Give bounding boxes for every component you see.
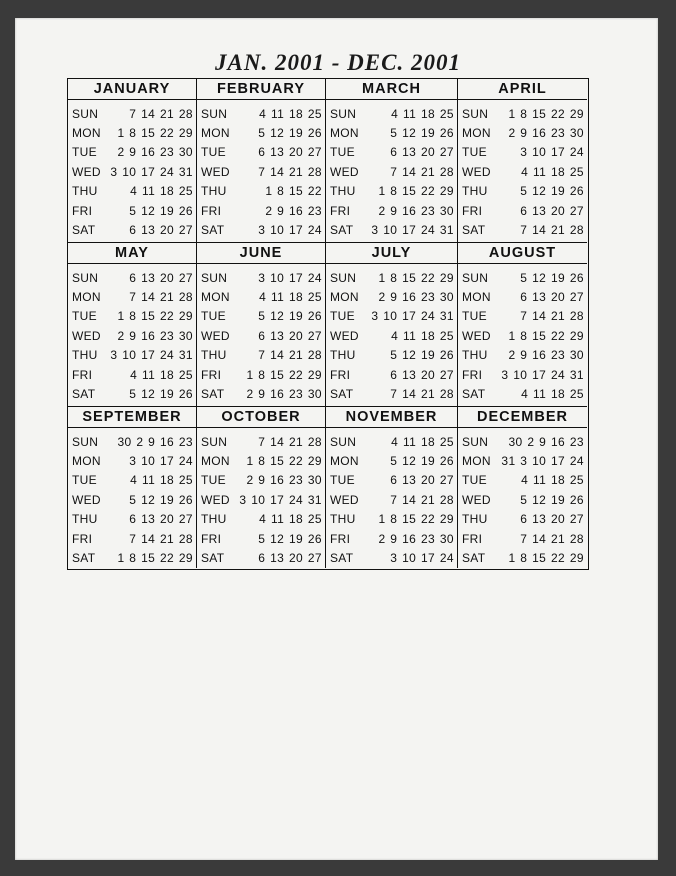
day-numbers: 3 10 17 24 31 bbox=[110, 164, 193, 179]
weekday-label: SAT bbox=[201, 387, 225, 402]
weekday-label: THU bbox=[72, 348, 98, 363]
weekday-label: SUN bbox=[72, 270, 99, 285]
weekday-label: TUE bbox=[72, 309, 97, 324]
weekday-row bbox=[458, 307, 587, 326]
weekday-label: MON bbox=[462, 454, 491, 469]
weekday-label: WED bbox=[72, 328, 101, 343]
weekday-row bbox=[326, 162, 457, 181]
weekday-row bbox=[68, 201, 196, 220]
day-numbers: 5 12 19 26 bbox=[520, 184, 584, 199]
day-numbers: 5 12 19 26 bbox=[129, 387, 193, 402]
weekday-row bbox=[68, 307, 196, 326]
weekday-label: SAT bbox=[72, 551, 96, 566]
weekday-row bbox=[326, 490, 457, 509]
weekday-label: FRI bbox=[330, 203, 351, 218]
weekday-row bbox=[458, 510, 587, 529]
weekday-label: SUN bbox=[330, 270, 357, 285]
weekday-label: FRI bbox=[330, 367, 351, 382]
day-numbers: 6 13 20 27 bbox=[129, 223, 193, 238]
weekday-row bbox=[68, 548, 196, 567]
weekday-row bbox=[458, 182, 587, 201]
day-numbers: 3 10 17 24 31 bbox=[239, 492, 322, 507]
weekday-row bbox=[326, 365, 457, 384]
weekday-row bbox=[68, 529, 196, 548]
weekday-row bbox=[458, 471, 587, 490]
weekday-row bbox=[458, 384, 587, 403]
weekday-label: FRI bbox=[72, 531, 93, 546]
weekday-row bbox=[326, 268, 457, 287]
weekday-label: THU bbox=[330, 184, 356, 199]
day-numbers: 2 9 16 23 30 bbox=[117, 328, 193, 343]
day-numbers: 1 8 15 22 29 bbox=[117, 126, 193, 141]
weekday-label: SUN bbox=[201, 106, 228, 121]
month-november bbox=[326, 407, 458, 568]
month-name: AUGUST bbox=[458, 243, 587, 264]
weekday-label: TUE bbox=[462, 473, 487, 488]
month-name: JANUARY bbox=[68, 79, 196, 100]
day-numbers: 5 12 19 26 bbox=[390, 454, 454, 469]
weekday-row bbox=[458, 123, 587, 142]
day-numbers: 5 12 19 26 bbox=[390, 126, 454, 141]
day-numbers: 4 11 18 25 bbox=[130, 184, 193, 199]
weekday-label: WED bbox=[330, 492, 359, 507]
weekday-row bbox=[458, 529, 587, 548]
weekday-row bbox=[197, 143, 325, 162]
weekday-label: WED bbox=[330, 328, 359, 343]
weekday-label: SAT bbox=[330, 223, 354, 238]
weekday-row bbox=[458, 287, 587, 306]
day-numbers: 7 14 21 28 bbox=[390, 164, 454, 179]
day-numbers: 3 10 17 24 bbox=[129, 454, 193, 469]
weekday-label: SAT bbox=[462, 551, 486, 566]
weekday-label: WED bbox=[462, 328, 491, 343]
weekday-label: SUN bbox=[201, 434, 228, 449]
month-august bbox=[458, 243, 587, 407]
month-september bbox=[68, 407, 197, 568]
weekday-label: MON bbox=[72, 126, 101, 141]
day-numbers: 6 13 20 27 bbox=[390, 145, 454, 160]
weekday-label: MON bbox=[462, 290, 491, 305]
month-may bbox=[68, 243, 197, 407]
day-numbers: 3 10 17 24 bbox=[390, 551, 454, 566]
day-numbers: 4 11 18 25 bbox=[391, 328, 454, 343]
weekday-label: FRI bbox=[201, 367, 222, 382]
weekday-row bbox=[197, 384, 325, 403]
day-numbers: 1 8 15 22 29 bbox=[117, 309, 193, 324]
weekday-label: THU bbox=[462, 184, 488, 199]
day-numbers: 6 13 20 27 bbox=[520, 512, 584, 527]
weekday-row bbox=[197, 432, 325, 451]
day-numbers: 1 8 15 22 29 bbox=[508, 551, 584, 566]
weekday-row bbox=[197, 220, 325, 239]
day-numbers: 4 11 18 25 bbox=[259, 106, 322, 121]
day-numbers: 5 12 19 26 bbox=[520, 270, 584, 285]
day-numbers: 5 12 19 26 bbox=[258, 126, 322, 141]
weekday-row bbox=[197, 346, 325, 365]
weekday-row bbox=[197, 268, 325, 287]
day-numbers: 7 14 21 28 bbox=[129, 531, 193, 546]
day-numbers: 1 8 15 22 29 bbox=[508, 106, 584, 121]
weekday-label: MON bbox=[201, 126, 230, 141]
day-numbers: 31 3 10 17 24 bbox=[501, 454, 584, 469]
day-numbers: 1 8 15 22 29 bbox=[378, 270, 454, 285]
weekday-label: MON bbox=[462, 126, 491, 141]
weekday-label: SUN bbox=[201, 270, 228, 285]
day-numbers: 7 14 21 28 bbox=[129, 290, 193, 305]
day-numbers: 5 12 19 26 bbox=[129, 492, 193, 507]
month-name: APRIL bbox=[458, 79, 587, 100]
day-numbers: 2 9 16 23 30 bbox=[508, 348, 584, 363]
day-numbers: 6 13 20 27 bbox=[390, 473, 454, 488]
weekday-label: FRI bbox=[72, 367, 93, 382]
day-numbers: 3 10 17 24 bbox=[520, 145, 584, 160]
weekday-row bbox=[326, 432, 457, 451]
month-name: FEBRUARY bbox=[197, 79, 325, 100]
weekday-row bbox=[197, 162, 325, 181]
day-numbers: 2 9 16 23 30 bbox=[508, 126, 584, 141]
day-numbers: 3 10 17 24 31 bbox=[371, 309, 454, 324]
weekday-label: WED bbox=[330, 164, 359, 179]
day-numbers: 5 12 19 26 bbox=[520, 492, 584, 507]
day-numbers: 3 10 17 24 31 bbox=[501, 367, 584, 382]
day-numbers: 5 12 19 26 bbox=[258, 531, 322, 546]
day-numbers: 3 10 17 24 31 bbox=[371, 223, 454, 238]
day-numbers: 7 14 21 28 bbox=[258, 434, 322, 449]
weekday-label: FRI bbox=[462, 367, 483, 382]
day-numbers: 4 11 18 25 bbox=[130, 367, 193, 382]
weekday-row bbox=[197, 451, 325, 470]
day-numbers: 6 13 20 27 bbox=[258, 145, 322, 160]
weekday-label: MON bbox=[72, 290, 101, 305]
weekday-row bbox=[458, 143, 587, 162]
weekday-label: SUN bbox=[462, 106, 489, 121]
day-numbers: 3 10 17 24 bbox=[258, 223, 322, 238]
day-numbers: 6 13 20 27 bbox=[390, 367, 454, 382]
day-numbers: 7 14 21 28 bbox=[390, 492, 454, 507]
weekday-row bbox=[458, 451, 587, 470]
day-numbers: 1 8 15 22 29 bbox=[246, 367, 322, 382]
weekday-label: TUE bbox=[201, 473, 226, 488]
weekday-label: FRI bbox=[462, 531, 483, 546]
weekday-row bbox=[68, 510, 196, 529]
day-numbers: 7 14 21 28 bbox=[520, 309, 584, 324]
day-numbers: 7 14 21 28 bbox=[520, 223, 584, 238]
month-name: SEPTEMBER bbox=[68, 407, 196, 428]
weekday-label: THU bbox=[72, 184, 98, 199]
day-numbers: 6 13 20 27 bbox=[520, 290, 584, 305]
weekday-row bbox=[197, 287, 325, 306]
weekday-label: THU bbox=[330, 348, 356, 363]
weekday-label: SUN bbox=[72, 106, 99, 121]
month-december bbox=[458, 407, 587, 568]
weekday-label: WED bbox=[201, 492, 230, 507]
weekday-row bbox=[326, 123, 457, 142]
day-numbers: 7 14 21 28 bbox=[129, 106, 193, 121]
day-numbers: 7 14 21 28 bbox=[390, 387, 454, 402]
month-october bbox=[197, 407, 326, 568]
day-numbers: 7 14 21 28 bbox=[258, 348, 322, 363]
month-june bbox=[197, 243, 326, 407]
weekday-label: SAT bbox=[201, 551, 225, 566]
weekday-row bbox=[68, 432, 196, 451]
day-numbers: 2 9 16 23 30 bbox=[246, 387, 322, 402]
month-january bbox=[68, 79, 197, 243]
month-july bbox=[326, 243, 458, 407]
weekday-label: THU bbox=[201, 184, 227, 199]
month-name: MAY bbox=[68, 243, 196, 264]
weekday-label: WED bbox=[201, 164, 230, 179]
weekday-row bbox=[197, 471, 325, 490]
day-numbers: 2 9 16 23 30 bbox=[246, 473, 322, 488]
weekday-row bbox=[68, 346, 196, 365]
day-numbers: 2 9 16 23 bbox=[265, 203, 322, 218]
weekday-label: THU bbox=[330, 512, 356, 527]
day-numbers: 6 13 20 27 bbox=[129, 512, 193, 527]
weekday-row bbox=[326, 201, 457, 220]
weekday-label: WED bbox=[462, 492, 491, 507]
day-numbers: 4 11 18 25 bbox=[130, 473, 193, 488]
weekday-label: TUE bbox=[72, 145, 97, 160]
weekday-row bbox=[68, 220, 196, 239]
weekday-row bbox=[68, 326, 196, 345]
weekday-label: MON bbox=[330, 454, 359, 469]
weekday-row bbox=[68, 365, 196, 384]
weekday-row bbox=[197, 326, 325, 345]
day-numbers: 2 9 16 23 30 bbox=[378, 531, 454, 546]
weekday-label: SAT bbox=[72, 387, 96, 402]
weekday-row bbox=[458, 326, 587, 345]
weekday-label: MON bbox=[72, 454, 101, 469]
day-numbers: 2 9 16 23 30 bbox=[378, 290, 454, 305]
weekday-row bbox=[458, 220, 587, 239]
weekday-label: MON bbox=[330, 290, 359, 305]
weekday-row bbox=[197, 510, 325, 529]
weekday-row bbox=[68, 287, 196, 306]
weekday-label: SUN bbox=[462, 270, 489, 285]
weekday-row bbox=[197, 307, 325, 326]
weekday-row bbox=[197, 182, 325, 201]
weekday-label: SUN bbox=[462, 434, 489, 449]
day-numbers: 1 8 15 22 bbox=[265, 184, 322, 199]
weekday-row bbox=[68, 268, 196, 287]
weekday-row bbox=[326, 182, 457, 201]
day-numbers: 4 11 18 25 bbox=[521, 164, 584, 179]
month-name: DECEMBER bbox=[458, 407, 587, 428]
weekday-row bbox=[326, 307, 457, 326]
day-numbers: 3 10 17 24 31 bbox=[110, 348, 193, 363]
weekday-label: WED bbox=[72, 492, 101, 507]
weekday-row bbox=[458, 365, 587, 384]
day-numbers: 30 2 9 16 23 bbox=[117, 434, 193, 449]
weekday-row bbox=[326, 143, 457, 162]
weekday-row bbox=[68, 451, 196, 470]
day-numbers: 1 8 15 22 29 bbox=[117, 551, 193, 566]
weekday-row bbox=[326, 548, 457, 567]
day-numbers: 5 12 19 26 bbox=[258, 309, 322, 324]
day-numbers: 5 12 19 26 bbox=[390, 348, 454, 363]
day-numbers: 1 8 15 22 29 bbox=[378, 512, 454, 527]
weekday-row bbox=[68, 162, 196, 181]
weekday-label: WED bbox=[201, 328, 230, 343]
weekday-row bbox=[68, 384, 196, 403]
weekday-label: SAT bbox=[72, 223, 96, 238]
weekday-row bbox=[326, 287, 457, 306]
day-numbers: 1 8 15 22 29 bbox=[378, 184, 454, 199]
weekday-label: FRI bbox=[201, 531, 222, 546]
weekday-label: SAT bbox=[201, 223, 225, 238]
weekday-label: SUN bbox=[72, 434, 99, 449]
weekday-row bbox=[326, 104, 457, 123]
day-numbers: 4 11 18 25 bbox=[521, 387, 584, 402]
weekday-row bbox=[326, 471, 457, 490]
day-numbers: 4 11 18 25 bbox=[259, 512, 322, 527]
month-name: NOVEMBER bbox=[326, 407, 457, 428]
day-numbers: 1 8 15 22 29 bbox=[246, 454, 322, 469]
day-numbers: 6 13 20 27 bbox=[258, 551, 322, 566]
weekday-label: SAT bbox=[462, 223, 486, 238]
weekday-row bbox=[197, 490, 325, 509]
weekday-row bbox=[68, 182, 196, 201]
weekday-label: TUE bbox=[330, 309, 355, 324]
month-name: MARCH bbox=[326, 79, 457, 100]
weekday-label: MON bbox=[201, 454, 230, 469]
day-numbers: 2 9 16 23 30 bbox=[117, 145, 193, 160]
day-numbers: 6 13 20 27 bbox=[520, 203, 584, 218]
day-numbers: 7 14 21 28 bbox=[520, 531, 584, 546]
weekday-row bbox=[326, 220, 457, 239]
weekday-row bbox=[197, 123, 325, 142]
day-numbers: 4 11 18 25 bbox=[391, 434, 454, 449]
weekday-label: TUE bbox=[462, 309, 487, 324]
weekday-label: TUE bbox=[201, 145, 226, 160]
weekday-label: SAT bbox=[330, 551, 354, 566]
weekday-row bbox=[68, 123, 196, 142]
weekday-row bbox=[458, 104, 587, 123]
day-numbers: 7 14 21 28 bbox=[258, 164, 322, 179]
weekday-row bbox=[458, 162, 587, 181]
weekday-label: THU bbox=[201, 348, 227, 363]
weekday-row bbox=[458, 490, 587, 509]
weekday-row bbox=[326, 326, 457, 345]
weekday-row bbox=[197, 201, 325, 220]
weekday-label: TUE bbox=[462, 145, 487, 160]
weekday-label: THU bbox=[462, 348, 488, 363]
day-numbers: 6 13 20 27 bbox=[129, 270, 193, 285]
weekday-label: SUN bbox=[330, 434, 357, 449]
day-numbers: 30 2 9 16 23 bbox=[508, 434, 584, 449]
weekday-label: FRI bbox=[72, 203, 93, 218]
calendar-grid bbox=[67, 78, 589, 570]
month-name: JUNE bbox=[197, 243, 325, 264]
weekday-label: MON bbox=[201, 290, 230, 305]
weekday-label: TUE bbox=[72, 473, 97, 488]
weekday-label: TUE bbox=[330, 473, 355, 488]
weekday-label: FRI bbox=[201, 203, 222, 218]
weekday-row bbox=[458, 201, 587, 220]
weekday-row bbox=[458, 432, 587, 451]
month-march bbox=[326, 79, 458, 243]
weekday-label: WED bbox=[72, 164, 101, 179]
weekday-label: FRI bbox=[462, 203, 483, 218]
day-numbers: 3 10 17 24 bbox=[258, 270, 322, 285]
weekday-label: FRI bbox=[330, 531, 351, 546]
day-numbers: 1 8 15 22 29 bbox=[508, 328, 584, 343]
weekday-label: SUN bbox=[330, 106, 357, 121]
weekday-row bbox=[197, 104, 325, 123]
weekday-label: SAT bbox=[462, 387, 486, 402]
weekday-label: TUE bbox=[330, 145, 355, 160]
weekday-row bbox=[68, 471, 196, 490]
weekday-label: WED bbox=[462, 164, 491, 179]
weekday-row bbox=[326, 510, 457, 529]
weekday-label: THU bbox=[201, 512, 227, 527]
weekday-label: SAT bbox=[330, 387, 354, 402]
weekday-row bbox=[68, 490, 196, 509]
weekday-row bbox=[197, 548, 325, 567]
day-numbers: 4 11 18 25 bbox=[259, 290, 322, 305]
weekday-label: TUE bbox=[201, 309, 226, 324]
day-numbers: 6 13 20 27 bbox=[258, 328, 322, 343]
weekday-row bbox=[458, 346, 587, 365]
month-name: OCTOBER bbox=[197, 407, 325, 428]
month-april bbox=[458, 79, 587, 243]
weekday-row bbox=[326, 529, 457, 548]
weekday-row bbox=[326, 451, 457, 470]
weekday-row bbox=[458, 268, 587, 287]
weekday-row bbox=[458, 548, 587, 567]
day-numbers: 4 11 18 25 bbox=[391, 106, 454, 121]
day-numbers: 2 9 16 23 30 bbox=[378, 203, 454, 218]
weekday-row bbox=[326, 384, 457, 403]
weekday-label: MON bbox=[330, 126, 359, 141]
weekday-row bbox=[326, 346, 457, 365]
month-name: JULY bbox=[326, 243, 457, 264]
weekday-row bbox=[68, 143, 196, 162]
month-february bbox=[197, 79, 326, 243]
weekday-label: THU bbox=[72, 512, 98, 527]
day-numbers: 5 12 19 26 bbox=[129, 203, 193, 218]
day-numbers: 4 11 18 25 bbox=[521, 473, 584, 488]
weekday-label: THU bbox=[462, 512, 488, 527]
weekday-row bbox=[68, 104, 196, 123]
calendar-title: JAN. 2001 - DEC. 2001 bbox=[215, 50, 461, 75]
weekday-row bbox=[197, 529, 325, 548]
weekday-row bbox=[197, 365, 325, 384]
